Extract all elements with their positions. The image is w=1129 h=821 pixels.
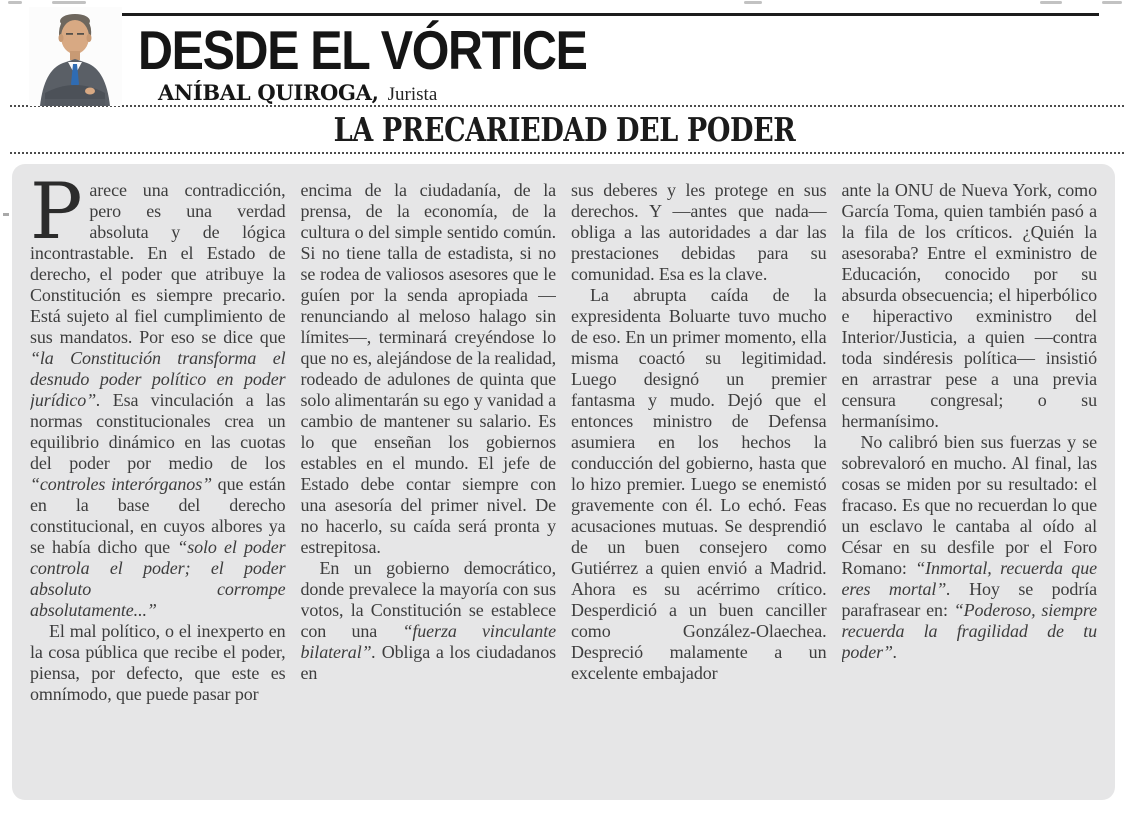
author-name: ANÍBAL QUIROGA, (158, 80, 379, 105)
crop-artifact (8, 1, 22, 4)
paragraph (842, 180, 1098, 432)
masthead-rule (36, 13, 1099, 16)
quoted-italic-text: “Inmortal, recuerda que eres mortal”. (841, 558, 1097, 599)
body-text: Esa vinculación a las normas constitucionales crea un equilibrio dinámico en las cuotas del poder por medio de los (30, 390, 286, 473)
article-column-1 (30, 180, 286, 756)
quoted-italic-text: “Poderoso, siempre recuerda la fragilidad de tu poder”. (841, 600, 1097, 662)
paragraph (301, 180, 557, 558)
article-column-3 (571, 180, 827, 756)
article-column-4 (842, 180, 1098, 756)
body-text: que están en la base del derecho constitucional, en cuyos albores ya se había dicho que (30, 474, 286, 557)
article-headline: LA PRECARIEDAD DEL PODER (333, 110, 796, 149)
author-role: Jurista (387, 84, 438, 105)
drop-cap: P (30, 180, 83, 257)
body-text: encima de la ciudadanía, de la prensa, de la economía, de la cultura o del simple sentido común. Si no tiene talla de estadista, si no se rodea de valiosos asesores que le guíen por la senda apropiada —renunciando al meloso halago sin límites—, terminará creyéndose lo que no es, alejándose de la realidad, rodeado de adulones de quinta que solo alimentarán su ego y vanidad a cambio de mantener su salario. Es lo que enseñan los gobiernos estables en el mundo. El jefe de Estado debe contar siempre con una asesoría del primer nivel. De no hacerlo, su caída será pronta y estrepitosa. (300, 180, 556, 557)
paragraph (571, 180, 827, 285)
paragraph (30, 180, 286, 621)
crop-artifact (744, 1, 762, 4)
body-text: Hoy se podría parafrasear en: (841, 579, 1097, 620)
columnist-portrait-drawing (29, 7, 122, 106)
quoted-italic-text: “controles interórganos” (30, 474, 213, 494)
body-text: arece una contradicción, pero es una verdad absoluta y de lógica incontrastable. En el Estado de derecho, el poder que atribuye la Constitución es siempre precario. Está sujeto al fiel cumplimiento de sus mandatos. Por eso se dice que (30, 180, 286, 347)
byline (158, 80, 437, 106)
paragraph (301, 558, 557, 684)
dotted-divider-bottom (10, 152, 1124, 154)
crop-artifact (1102, 1, 1122, 4)
columnist-photo (29, 7, 122, 106)
body-text: No calibró bien sus fuerzas y se sobrevaloró en mucho. Al final, las cosas se miden por su resultado: el fracaso. Es que no recuerdan lo que un esclavo le cantaba al oído al César en su desfile por el Foro Romano: (841, 432, 1097, 578)
paragraph (842, 432, 1098, 663)
body-text: El mal político, o el inexperto en la cosa pública que recibe el poder, piensa, por defecto, que este es omnímodo, que puede pasar por (30, 621, 286, 704)
crop-artifact (1040, 1, 1062, 4)
column-masthead-title: DESDE EL VÓRTICE (138, 19, 587, 81)
paragraph (571, 285, 827, 684)
quoted-italic-text: “la Constitución transforma el desnudo poder político en poder jurídico”. (30, 348, 286, 410)
body-text: Obliga a los ciudadanos en (300, 642, 556, 683)
quoted-italic-text: “fuerza vinculante bilateral”. (300, 621, 556, 662)
crop-artifact (52, 1, 86, 4)
body-text: sus deberes y les protege en sus derechos. Y —antes que nada— obliga a las autoridades a dar las prestaciones debidas para su comunidad. Esa es la clave. (571, 180, 827, 284)
crop-artifact (3, 213, 9, 216)
body-text: En un gobierno democrático, donde prevalece la mayoría con sus votos, la Constitución se establece con una (300, 558, 556, 641)
article-panel (12, 164, 1115, 800)
article-column-2 (301, 180, 557, 756)
body-text: ante la ONU de Nueva York, como García Toma, quien también pasó a la fila de los críticos. ¿Quién la asesoraba? Entre el exministro de Educación, conocido por su absurda obsecuencia; el hiperbólico e hiperactivo exministro del Interior/Justicia, a quien —contra toda sindéresis política— insistió en arrastrar pese a una previa censura congresal; o su hermanísimo. (841, 180, 1097, 431)
body-text: La abrupta caída de la expresidenta Boluarte tuvo mucho de eso. En un primer momento, ella misma coactó su legitimidad. Luego designó un premier fantasma y mudo. Dejó que el entonces ministro de Defensa asumiera en los hechos la conducción del gobierno, hasta que lo hizo premier. Luego se enemistó gravemente con él. Lo echó. Feas acusaciones mutuas. Se desprendió de un buen consejero como Gutiérrez a quien envió a Madrid. Ahora es su acérrimo crítico. Desperdició a un buen canciller como González-Olaechea. Despreció malamente a un excelente embajador (571, 285, 827, 683)
paragraph (30, 621, 286, 705)
quoted-italic-text: “solo el poder controla el poder; el poder absoluto corrompe absolutamente...” (30, 537, 286, 620)
article-columns (12, 164, 1115, 770)
